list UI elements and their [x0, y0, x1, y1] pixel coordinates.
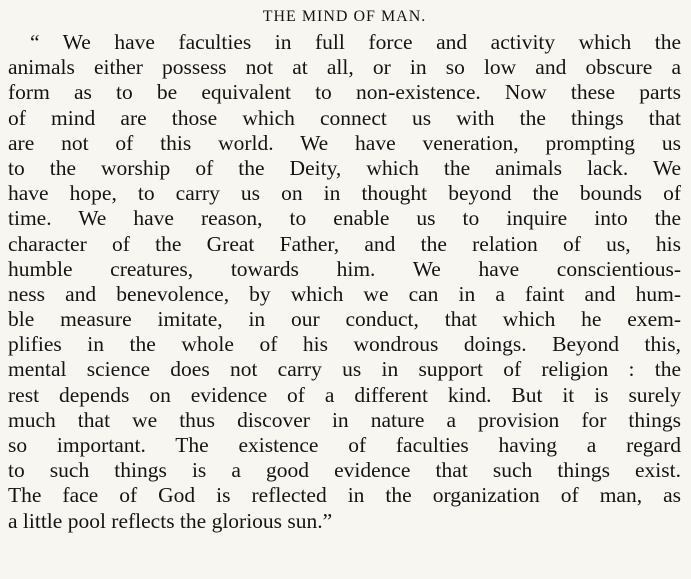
- text-line: have hope, to carry us on in thought beyond the bounds of: [8, 181, 681, 206]
- text-line: form as to be equivalent to non-existence. Now these parts: [8, 80, 681, 105]
- text-line: much that we thus discover in nature a provision for things: [8, 407, 681, 432]
- text-line: character of the Great Father, and the relation of us, his: [8, 231, 681, 256]
- text-line: The face of God is reflected in the organization of man, as: [8, 483, 681, 508]
- text-line: rest depends on evidence of a different kind. But it is surely: [8, 382, 681, 407]
- text-line: are not of this world. We have veneration, prompting us: [8, 130, 681, 155]
- text-line: so important. The existence of faculties having a regard: [8, 433, 681, 457]
- text-line: mental science does not carry us in support of religion : the: [8, 357, 681, 382]
- text-line: animals either possess not at all, or in so low and obscure a: [8, 55, 681, 80]
- article-body: [8, 30, 681, 534]
- text-line: a little pool reflects the glorious sun.”: [8, 508, 333, 533]
- article-title: THE MIND OF MAN.: [262, 8, 427, 25]
- text-line: to such things is a good evidence that such things exist.: [8, 458, 681, 483]
- text-line: “ We have faculties in full force and activity which the: [30, 30, 681, 54]
- text-line: plifies in the whole of his wondrous doings. Beyond this,: [8, 332, 681, 357]
- text-line: ness and benevolence, by which we can in a faint and hum-: [8, 281, 681, 306]
- text-line: time. We have reason, to enable us to inquire into the: [8, 206, 681, 231]
- text-line: of mind are those which connect us with the things that: [8, 105, 681, 130]
- text-line: humble creatures, towards him. We have conscientious-: [8, 256, 681, 281]
- text-line: to the worship of the Deity, which the animals lack. We: [8, 155, 681, 180]
- text-line: ble measure imitate, in our conduct, that which he exem-: [8, 307, 681, 332]
